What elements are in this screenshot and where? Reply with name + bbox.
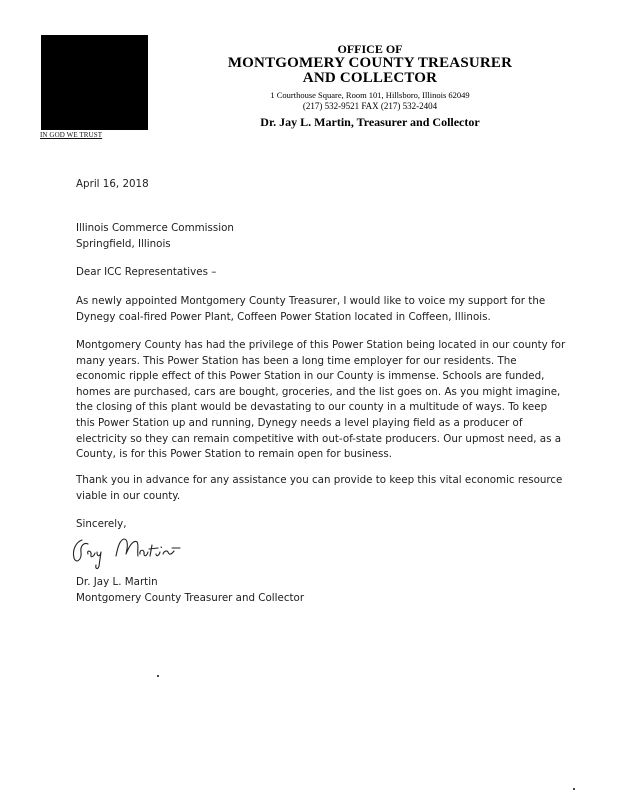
paragraph-line: Dynegy coal-fired Power Plant, Coffeen Power Station located in Coffeen, Illinois. bbox=[76, 310, 491, 323]
signer-name: Dr. Jay L. Martin bbox=[76, 576, 158, 588]
paragraph-line: County, is for this Power Station to remain open for business. bbox=[76, 448, 393, 461]
seal-caption: IN GOD WE TRUST bbox=[40, 131, 103, 139]
salutation bbox=[76, 265, 546, 281]
recipient-line: Illinois Commerce Commission bbox=[76, 222, 234, 234]
letterhead-name-line2: AND COLLECTOR bbox=[302, 70, 438, 86]
paragraph-line: viable in our county. bbox=[76, 489, 181, 502]
paragraph-line: economic ripple effect of this Power Station in our County is immense. Schools are funded, bbox=[76, 370, 545, 383]
paragraph-line: Thank you in advance for any assistance you can provide to keep this vital economic resource bbox=[76, 474, 563, 486]
letterhead-office-line: OFFICE OF bbox=[337, 42, 403, 56]
scan-speck bbox=[573, 788, 575, 790]
closing-text: Sincerely, bbox=[76, 518, 127, 530]
paragraph-line: As newly appointed Montgomery County Treasurer, I would like to voice my support for the bbox=[76, 295, 546, 307]
letterhead-phone: (217) 532-9521 FAX (217) 532-2404 bbox=[302, 101, 438, 111]
signer-title: Montgomery County Treasurer and Collector bbox=[76, 591, 305, 604]
paragraph-2 bbox=[76, 338, 566, 463]
paragraph-line: many years. This Power Station has been a long time employer for our residents. The bbox=[76, 354, 517, 367]
paragraph-3 bbox=[76, 473, 563, 504]
paragraph-line: the closing of this plant would be devastating to our county in a multitude of ways. To keep bbox=[76, 401, 548, 414]
letterhead bbox=[180, 42, 560, 130]
letterhead-name-line1: MONTGOMERY COUNTY TREASURER bbox=[227, 55, 513, 71]
letter-date-text: April 16, 2018 bbox=[76, 178, 149, 190]
salutation-text: Dear ICC Representatives – bbox=[76, 266, 217, 278]
county-seal-image bbox=[41, 35, 148, 130]
recipient-line: Springfield, Illinois bbox=[76, 237, 171, 250]
letterhead-official: Dr. Jay L. Martin, Treasurer and Collector bbox=[260, 115, 480, 129]
scan-speck bbox=[157, 675, 159, 677]
paragraph-line: this Power Station up and running, Dynegy needs a level playing field as a producer of bbox=[76, 416, 523, 429]
handwritten-signature bbox=[68, 530, 188, 572]
paragraph-line: electricity so they can remain competitive with out-of-state producers. Our upmost need, as a bbox=[76, 432, 562, 445]
signature-block bbox=[76, 575, 546, 606]
letterhead-address: 1 Courthouse Square, Room 101, Hillsboro, Illinois 62049 bbox=[270, 90, 470, 100]
recipient-block bbox=[76, 221, 546, 252]
letter-date bbox=[76, 177, 546, 193]
paragraph-line: Montgomery County has had the privilege of this Power Station being located in our county for bbox=[76, 339, 566, 351]
paragraph-1 bbox=[76, 294, 546, 325]
paragraph-line: homes are purchased, cars are bought, groceries, and the list goes on. As you might imagine, bbox=[76, 385, 561, 398]
